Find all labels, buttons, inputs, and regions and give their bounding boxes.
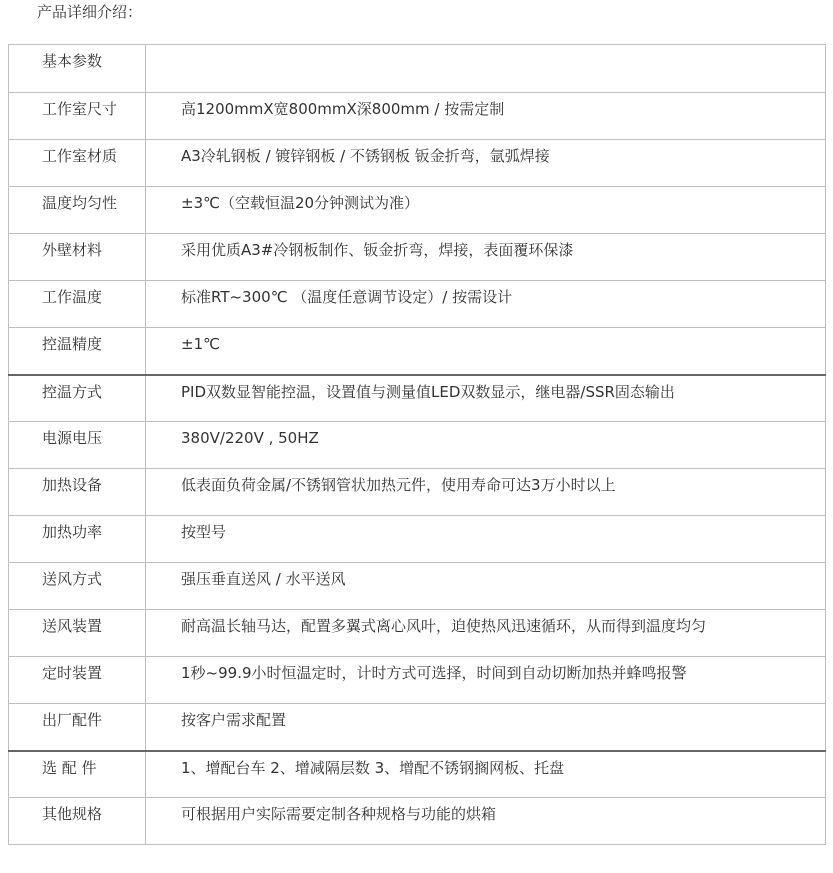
param-value: 按型号 [146,516,826,563]
param-value: 强压垂直送风 / 水平送风 [146,563,826,610]
param-name: 外壁材料 [9,234,146,281]
table-row [9,45,826,93]
param-name: 其他规格 [9,798,146,845]
param-name: 温度均匀性 [9,187,146,234]
param-value: 可根据用户实际需要定制各种规格与功能的烘箱 [146,798,826,845]
param-value: ±1℃ [146,328,826,375]
spec-table [8,44,826,845]
param-name: 定时装置 [9,657,146,704]
table-row [9,516,826,563]
table-row [9,422,826,469]
param-name: 工作温度 [9,281,146,328]
param-value: 高1200mmX宽800mmX深800mm / 按需定制 [146,93,826,140]
table-row [9,469,826,516]
param-value: 1、增配台车 2、增减隔层数 3、增配不锈钢搁网板、托盘 [146,751,826,798]
param-value: 按客户需求配置 [146,704,826,751]
param-name: 电源电压 [9,422,146,469]
table-row [9,751,826,798]
param-value: PID双数显智能控温，设置值与测量值LED双数显示，继电器/SSR固态输出 [146,375,826,422]
param-value [146,45,826,93]
table-row [9,704,826,751]
param-value: 标准RT~300℃ （温度任意调节设定）/ 按需设计 [146,281,826,328]
table-row [9,563,826,610]
param-name: 送风装置 [9,610,146,657]
page-heading: 产品详细介绍： [37,3,143,21]
param-value: 1秒~99.9小时恒温定时，计时方式可选择，时间到自动切断加热并蜂鸣报警 [146,657,826,704]
param-name: 控温方式 [9,375,146,422]
param-name: 工作室尺寸 [9,93,146,140]
table-row [9,187,826,234]
table-row [9,375,826,422]
param-name: 基本参数 [9,45,146,93]
param-name: 控温精度 [9,328,146,375]
param-name: 加热功率 [9,516,146,563]
param-value: 低表面负荷金属/不锈钢管状加热元件，使用寿命可达3万小时以上 [146,469,826,516]
param-name: 选 配 件 [9,751,146,798]
table-row [9,281,826,328]
table-row [9,93,826,140]
param-value: 380V/220V , 50HZ [146,422,826,469]
param-value: A3冷轧钢板 / 镀锌钢板 / 不锈钢板 钣金折弯，氩弧焊接 [146,140,826,187]
param-name: 送风方式 [9,563,146,610]
table-row [9,657,826,704]
param-value: 耐高温长轴马达，配置多翼式离心风叶，迫使热风迅速循环，从而得到温度均匀 [146,610,826,657]
table-row [9,234,826,281]
param-name: 出厂配件 [9,704,146,751]
table-row [9,328,826,375]
param-value: 采用优质A3#冷钢板制作、钣金折弯，焊接，表面覆环保漆 [146,234,826,281]
table-row [9,610,826,657]
param-name: 加热设备 [9,469,146,516]
param-value: ±3℃（空载恒温20分钟测试为准） [146,187,826,234]
table-row [9,140,826,187]
table-row [9,798,826,845]
param-name: 工作室材质 [9,140,146,187]
